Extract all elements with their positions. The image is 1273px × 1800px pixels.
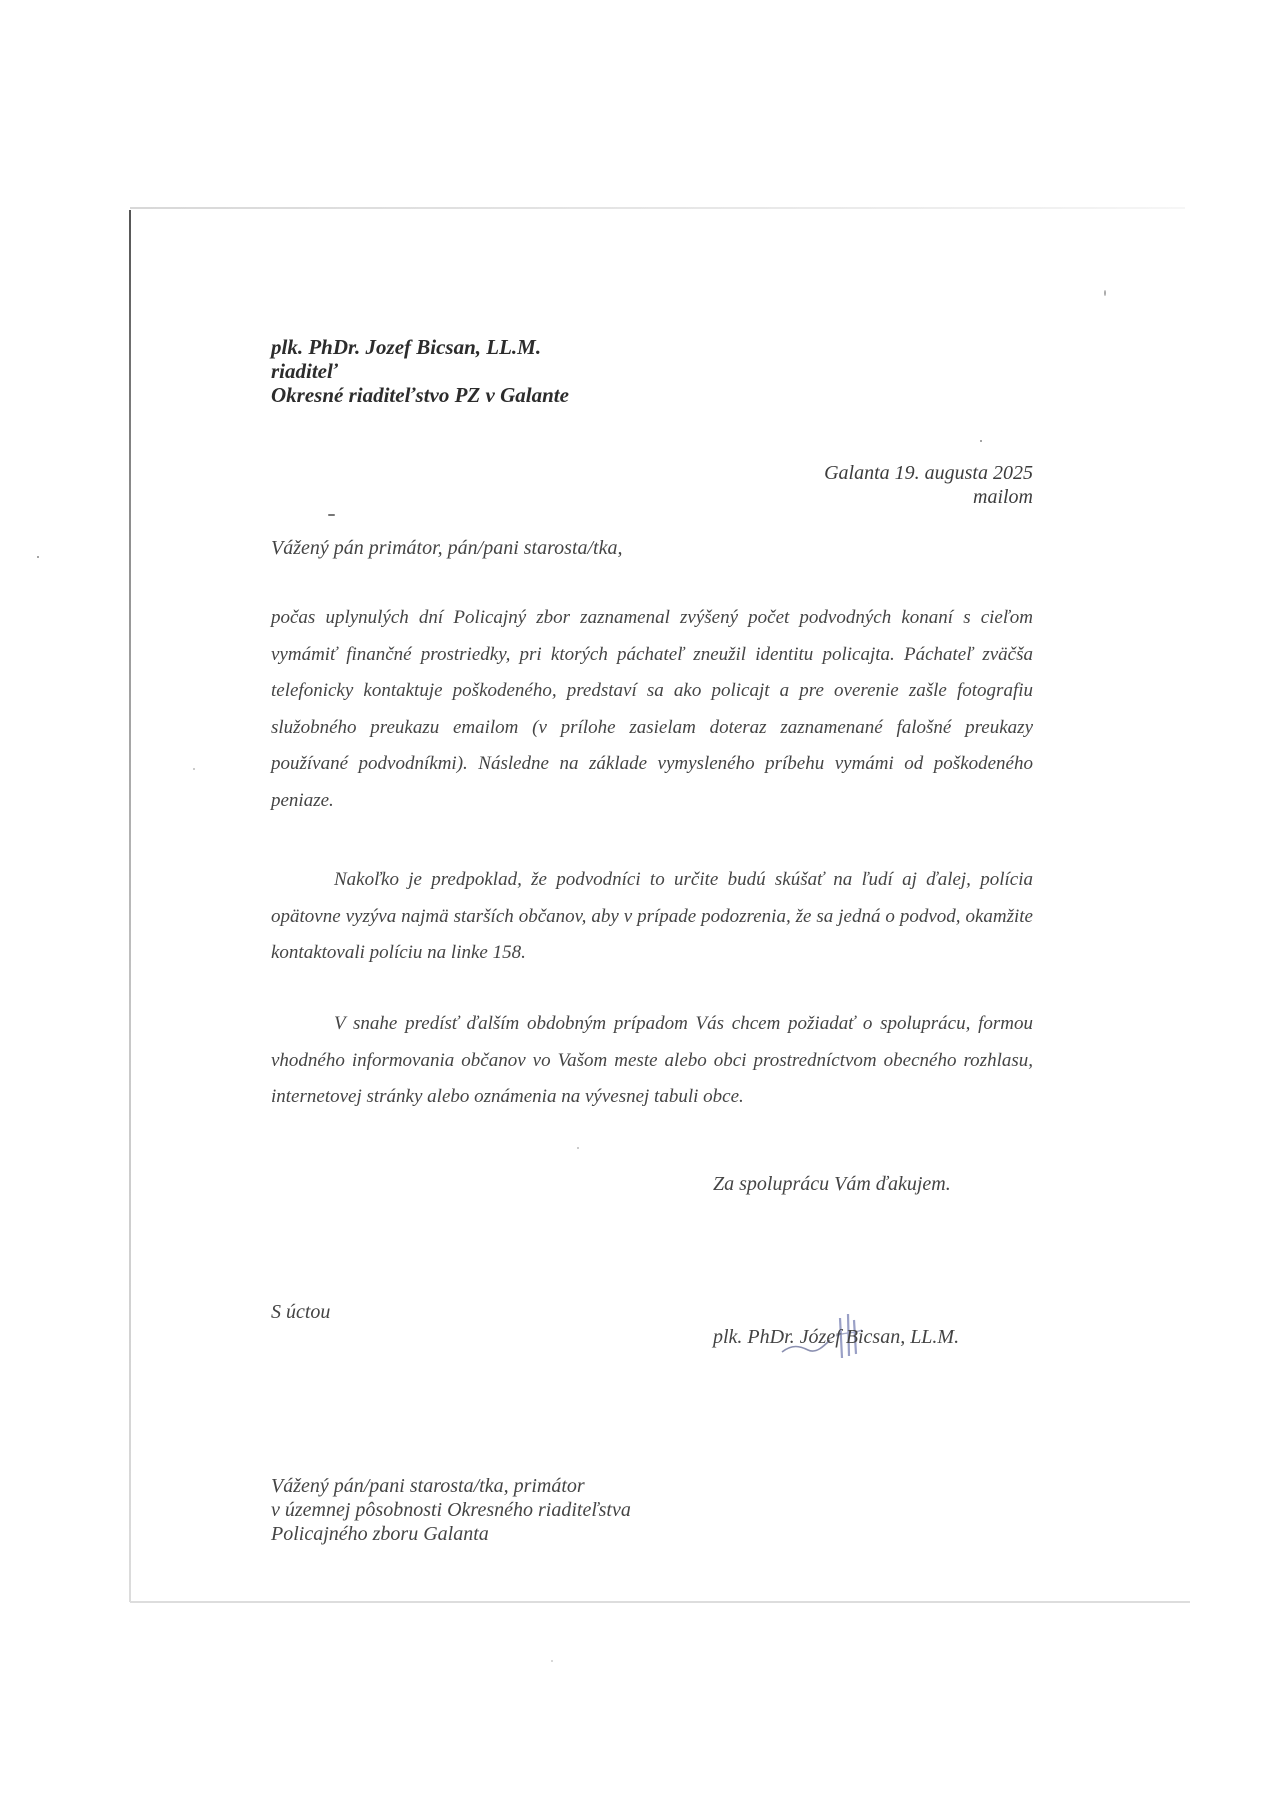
scan-page-left-edge [129,210,131,1602]
scan-speck [37,556,39,558]
scan-speck [1104,290,1106,296]
body-paragraph-2: Nakoľko je predpoklad, že podvodníci to určite budú skúšať na ľudí aj ďalej, polícia opätovne vyzýva najmä starších občanov, aby v prípade podozrenia, že sa jedná o podvod, okamžite kontaktovali políciu na linke 158. [271,869,1033,963]
place-date: Galanta 19. augusta 2025 [824,462,1033,484]
date-block [824,461,1033,509]
salutation: Vážený pán primátor, pán/pani starosta/tka, [271,537,623,559]
sender-office: Okresné riaditeľstvo PZ v Galante [271,383,569,407]
body-paragraph-3: V snahe predísť ďalším obdobným prípadom Vás chcem požiadať o spoluprácu, formou vhodného informovania občanov vo Vašom meste alebo obci prostredníctvom obecného rozhlasu, internetovej stránky alebo oznámenia na vývesnej tabuli obce. [271,1013,1033,1107]
delivery-method: mailom [973,486,1033,508]
scan-speck [577,1147,579,1149]
recipient-line-3: Policajného zboru Galanta [271,1523,489,1545]
scan-speck [980,440,982,442]
recipient-line-1: Vážený pán/pani starosta/tka, primátor [271,1475,585,1497]
recipient-line-2: v územnej pôsobnosti Okresného riaditeľstva [271,1499,631,1521]
recipient-block [271,1474,631,1546]
thanks-line: Za spoluprácu Vám ďakujem. [713,1173,951,1195]
signer-name: plk. PhDr. Józef Bicsan, LL.M. [713,1326,960,1348]
sender-name: plk. PhDr. Jozef Bicsan, LL.M. [271,335,542,359]
closing-salutation: S úctou [271,1301,331,1323]
scan-speck [551,1660,553,1662]
scan-page-bottom-edge [130,1601,1190,1603]
sender-block [271,335,569,407]
scan-page-top-edge [130,207,1185,209]
scan-speck [193,768,195,770]
body-paragraph-1: počas uplynulých dní Policajný zbor zaznamenal zvýšený počet podvodných konaní s cieľom vymámiť finančné prostriedky, pri ktorých páchateľ zneužil identitu policajta. Páchateľ zväčša telefonicky kontaktuje poškodeného, predstaví sa ako policajt a pre overenie zašle fotografiu služobného preukazu emailom (v prílohe zasielam doteraz zaznamenané falošné preukazy používané podvodníkmi). Následne na základe vymysleného príbehu vymámi od poškodeného peniaze. [271,607,1033,811]
scan-speck [328,514,335,516]
sender-role: riaditeľ [271,359,338,383]
